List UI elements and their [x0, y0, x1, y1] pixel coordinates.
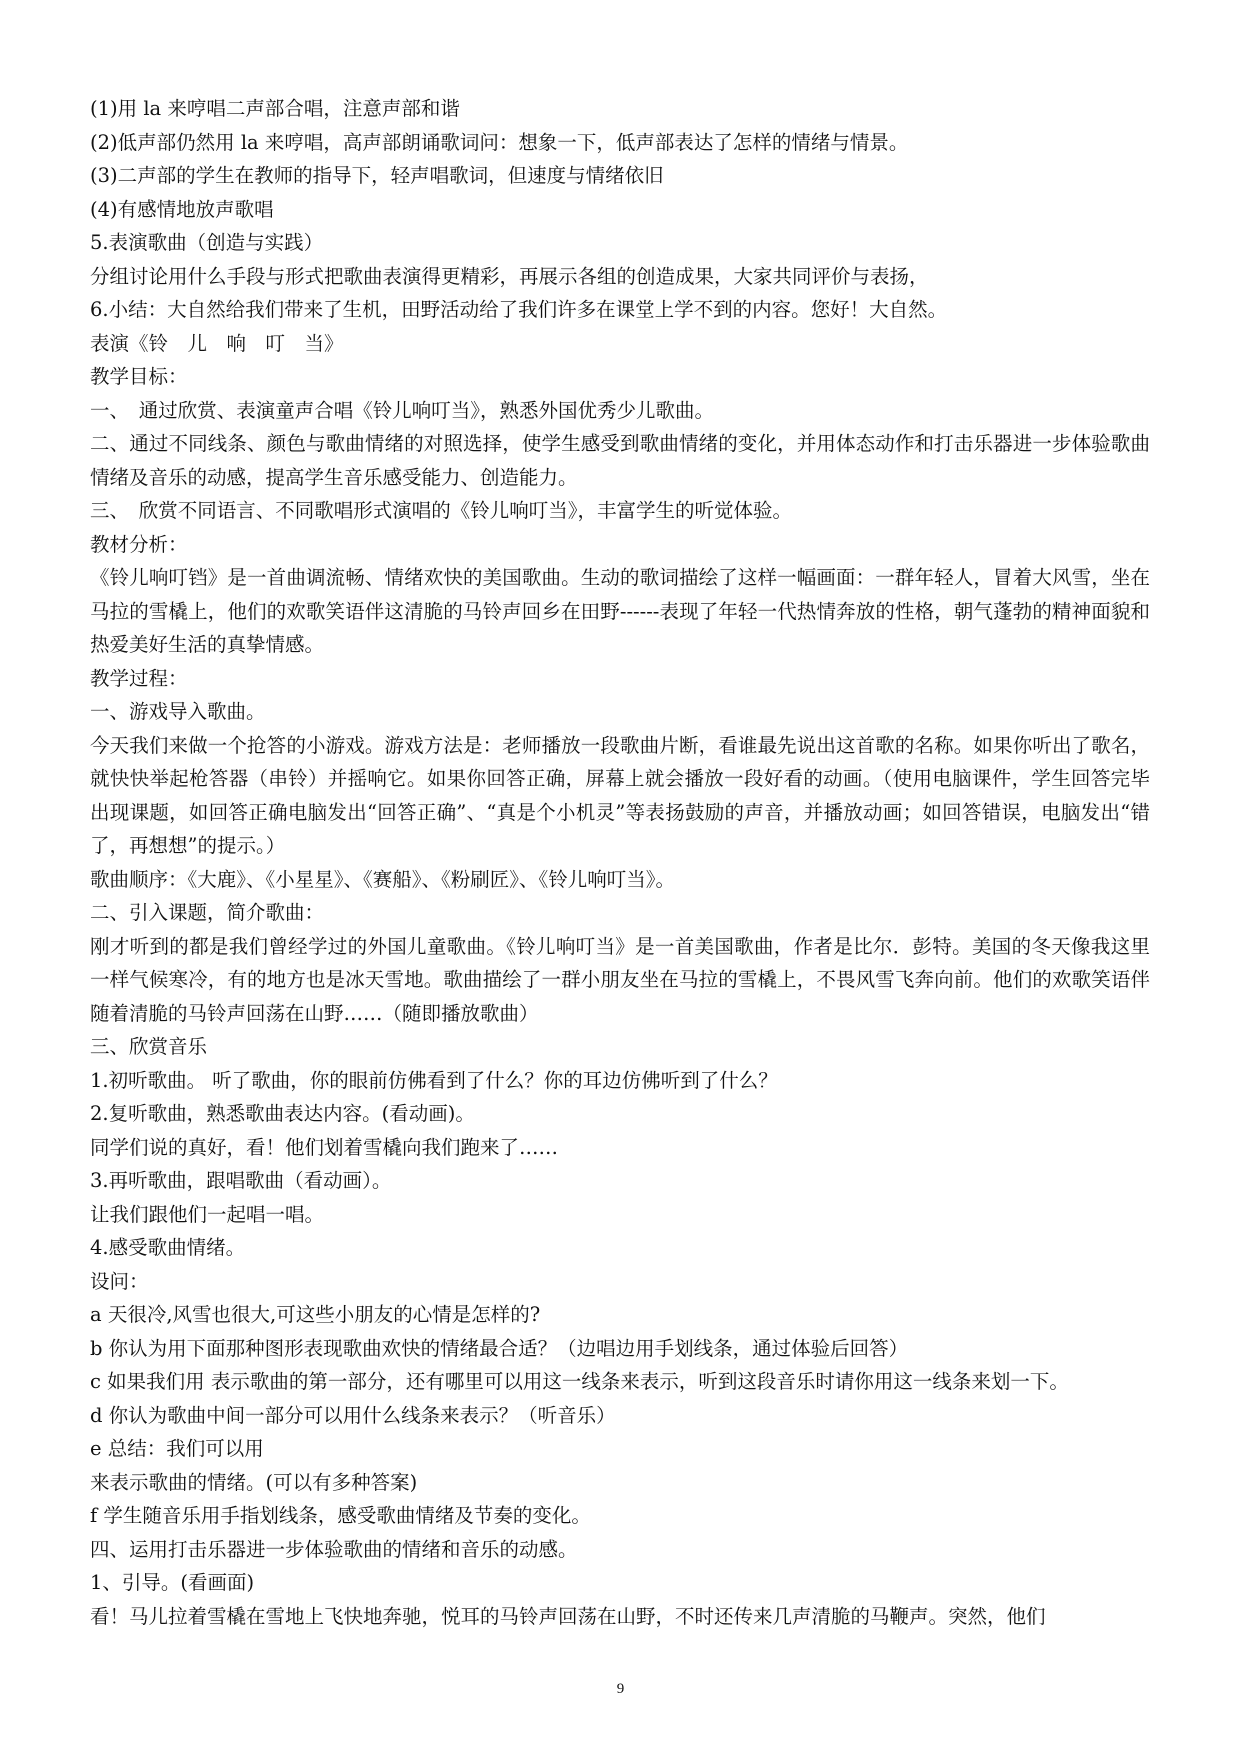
- text-line: e 总结：我们可以用: [90, 1437, 264, 1460]
- text-line: d 你认为歌曲中间一部分可以用什么线条来表示？（听音乐）: [90, 1403, 616, 1427]
- text-line: (3)二声部的学生在教师的指导下，轻声唱歌词，但速度与情绪依旧: [90, 164, 664, 187]
- text-line: 歌曲顺序：《大鹿》、《小星星》、《赛船》、《粉刷匠》、《铃儿响叮当》。: [90, 867, 676, 891]
- text-line: 让我们跟他们一起唱一唱。: [90, 1202, 325, 1226]
- text-line: 设问：: [90, 1269, 149, 1293]
- text-line: 来表示歌曲的情绪。(可以有多种答案): [90, 1470, 418, 1494]
- text-line: f 学生随音乐用手指划线条，感受歌曲情绪及节奏的变化。: [90, 1504, 591, 1527]
- text-line: (2)低声部仍然用 la 来哼唱，高声部朗诵歌词问：想象一下，低声部表达了怎样的情绪与情景。: [90, 130, 909, 154]
- text-line: 1、引导。(看画面): [90, 1571, 255, 1594]
- text-line: 看！马儿拉着雪橇在雪地上飞快地奔驰，悦耳的马铃声回荡在山野，不时还传来几声清脆的马鞭声。突然，他们: [90, 1604, 1046, 1628]
- text-line: 三、 欣赏不同语言、不同歌唱形式演唱的《铃儿响叮当》，丰富学生的听觉体验。: [90, 499, 793, 522]
- text-line: a 天很冷,风雪也很大,可这些小朋友的心情是怎样的?: [90, 1303, 541, 1326]
- text-line: 分组讨论用什么手段与形式把歌曲表演得更精彩，再展示各组的创造成果，大家共同评价与表扬，: [90, 264, 929, 288]
- section-heading: 6.小结：大自然给我们带来了生机，田野活动给了我们许多在课堂上学不到的内容。您好！大自然。: [90, 298, 948, 321]
- section-heading: 三、欣赏音乐: [90, 1035, 208, 1058]
- section-heading: 四、运用打击乐器进一步体验歌曲的情绪和音乐的动感。: [90, 1537, 578, 1561]
- section-heading: 一、游戏导入歌曲。: [90, 700, 266, 723]
- text-line: 4.感受歌曲情绪。: [90, 1236, 246, 1259]
- section-heading: 二、引入课题，简介歌曲：: [90, 901, 325, 924]
- analysis-paragraph: 《铃儿响叮铛》是一首曲调流畅、情绪欢快的美国歌曲。生动的歌词描绘了这样一幅画面：一群年轻人，冒着大风雪，坐在马拉的雪橇上，他们的欢歌笑语伴这清脆的马铃声回乡在田野------表现了年轻一代热情奔放的性格，朝气蓬勃的精神面貌和热爱美好生活的真挚情感。: [90, 566, 1150, 656]
- lesson-title: 表演《铃 儿 响 叮 当》: [90, 331, 344, 355]
- section-heading: 5.表演歌曲（创造与实践）: [90, 231, 324, 254]
- text-line: 1.初听歌曲。 听了歌曲，你的眼前仿佛看到了什么？你的耳边仿佛听到了什么？: [90, 1068, 778, 1092]
- text-line: (4)有感情地放声歌唱: [90, 197, 274, 221]
- text-line: 同学们说的真好，看！他们划着雪橇向我们跑来了……: [90, 1135, 559, 1159]
- intro-paragraph: 刚才听到的都是我们曾经学过的外国儿童歌曲。《铃儿响叮当》是一首美国歌曲，作者是比尔．彭特。美国的冬天像我这里一样气候寒冷，有的地方也是冰天雪地。歌曲描绘了一群小朋友坐在马拉的雪橇上，不畏风雪飞奔向前。他们的欢歌笑语伴随着清脆的马铃声回荡在山野……（随即播放歌曲）: [90, 934, 1150, 1025]
- text-line: 2.复听歌曲，熟悉歌曲表达内容。(看动画)。: [90, 1102, 475, 1125]
- text-line: 3.再听歌曲，跟唱歌曲（看动画）。: [90, 1169, 392, 1192]
- text-line: b 你认为用下面那种图形表现歌曲欢快的情绪最合适？（边唱边用手划线条，通过体验后回答）: [90, 1336, 909, 1360]
- page-number: 9: [616, 1681, 625, 1697]
- section-heading: 教材分析：: [90, 532, 188, 556]
- text-line: (1)用 la 来哼唱二声部合唱，注意声部和谐: [90, 97, 460, 120]
- question-paragraph: c 如果我们用 表示歌曲的第一部分，还有哪里可以用这一线条来表示，听到这段音乐时请你用这一线条来划一下。: [90, 1370, 1069, 1393]
- section-heading: 教学目标：: [90, 365, 188, 388]
- text-line: 一、 通过欣赏、表演童声合唱《铃儿响叮当》，熟悉外国优秀少儿歌曲。: [90, 398, 715, 422]
- game-paragraph: 今天我们来做一个抢答的小游戏。游戏方法是：老师播放一段歌曲片断，看谁最先说出这首歌的名称。如果你听出了歌名，就快快举起枪答器（串铃）并摇响它。如果你回答正确，屏幕上就会播放一段好看的动画。（使用电脑课件，学生回答完毕出现课题，如回答正确电脑发出“回答正确”、“真是个小机灵”等表扬鼓励的声音，并播放动画；如回答错误，电脑发出“错了，再想想”的提示。）: [90, 733, 1150, 857]
- goal-paragraph: 二、通过不同线条、颜色与歌曲情绪的对照选择，使学生感受到歌曲情绪的变化，并用体态动作和打击乐器进一步体验歌曲情绪及音乐的动感，提高学生音乐感受能力、创造能力。: [90, 432, 1150, 489]
- section-heading: 教学过程：: [90, 666, 188, 690]
- document-body: [90, 92, 1150, 1633]
